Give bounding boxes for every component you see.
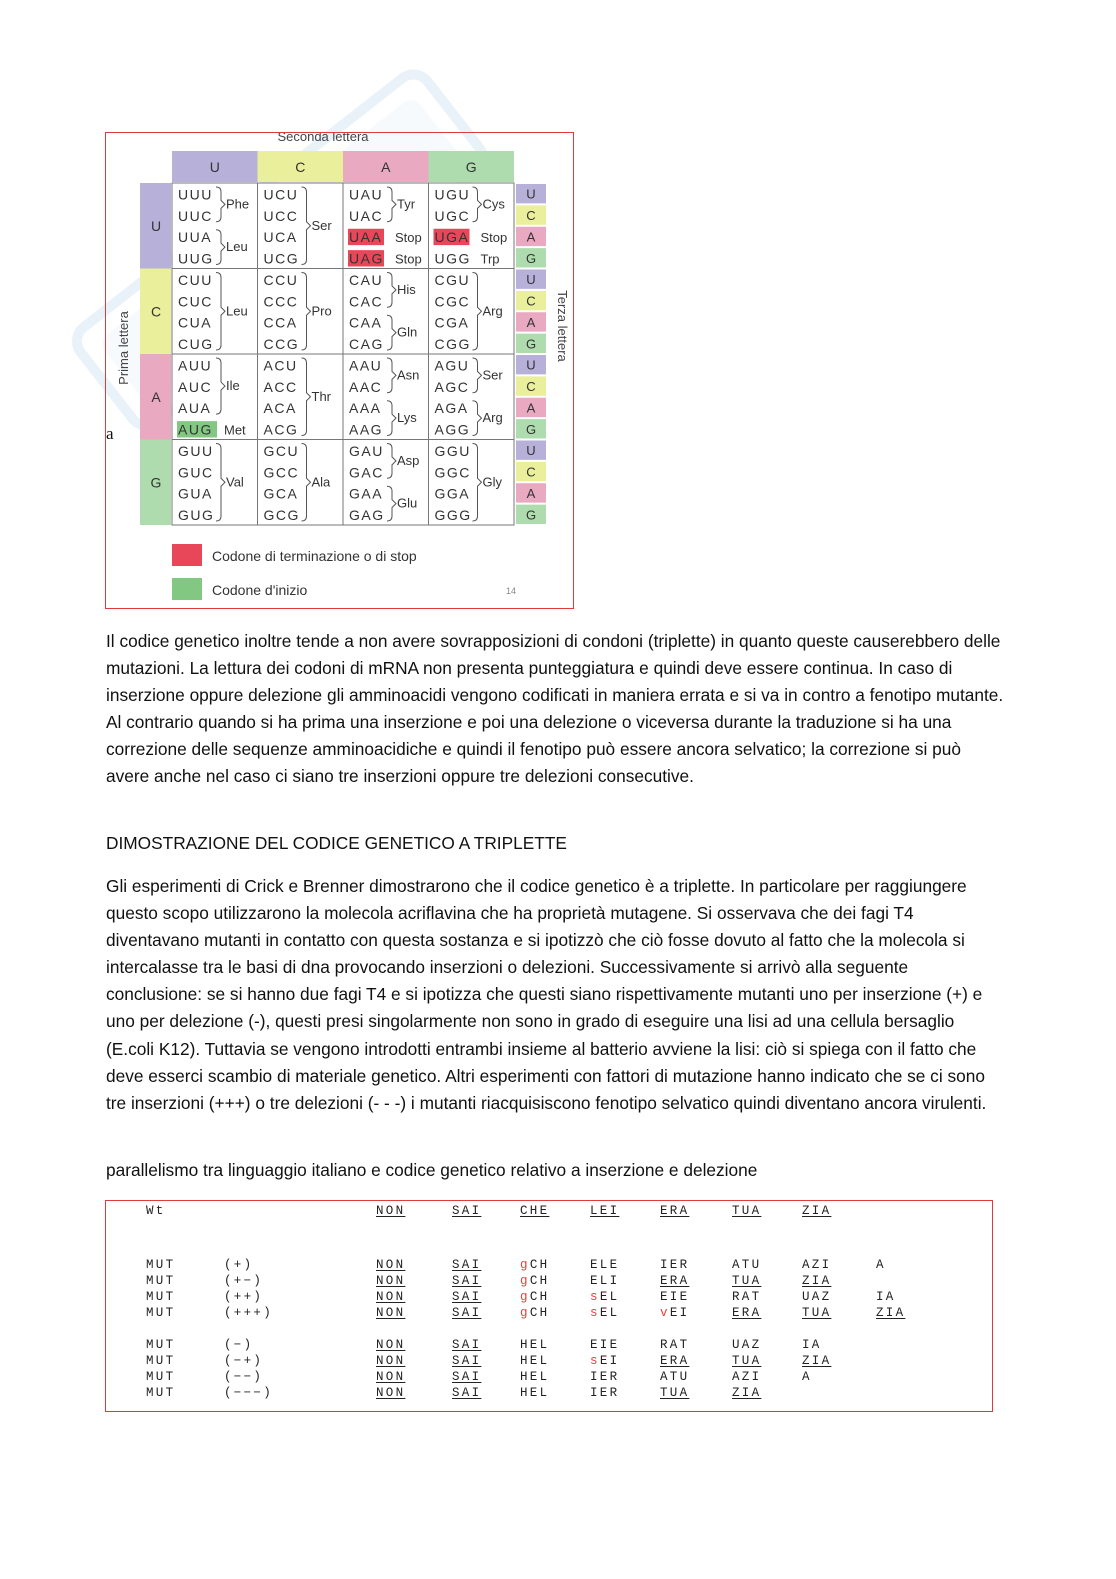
sequence-word: NON [376,1338,406,1352]
mutant-row [106,1290,992,1306]
amino-acid-label: Ser [311,217,332,233]
codon-text: GAC [349,464,384,481]
mutation-code: (++) [224,1290,264,1304]
codon-text: GCC [263,464,300,481]
codon-text: AAU [349,357,383,374]
codon-text: GGG [434,507,472,523]
codon-text: AAC [349,378,383,395]
amino-acid-label: Gln [397,324,418,340]
inserted-letter: g [520,1290,530,1304]
sequence-word: vEI [660,1306,690,1320]
sequence-word: ERA [660,1354,690,1368]
left-base-label: U [150,217,162,234]
codon-text: AUU [178,357,213,374]
codon-text: GAU [349,442,384,459]
top-header-label: Seconda lettera [277,133,369,144]
sequence-word: SAI [452,1338,482,1352]
codon-text: CGC [434,293,471,310]
top-base-label: G [465,159,477,175]
right-base-label: G [525,507,537,523]
row-label: MUT [146,1258,176,1272]
amino-acid-label: Ile [226,378,240,394]
codon-text: UGU [434,186,471,203]
mutant-row [106,1274,992,1290]
codon-text: AAA [349,400,382,417]
mutant-row [106,1306,992,1322]
right-base-label: U [526,443,536,459]
sequence-word: TUA [660,1386,690,1400]
mutant-row [106,1338,992,1354]
codon-text: GCU [263,442,300,459]
left-base-label: C [150,303,162,320]
top-base-label: A [381,159,391,175]
codon-text: CUG [178,336,214,352]
mutant-row [106,1386,992,1402]
mutation-code: (+) [224,1258,254,1272]
codon-text: GUG [178,507,215,523]
sequence-word: TUA [732,1204,762,1218]
right-base-label: C [526,293,536,309]
sequence-word: HEL [520,1338,550,1352]
right-base-label: A [526,400,536,416]
sequence-word: SAI [452,1204,482,1218]
codon-text: UUA [178,229,213,246]
codon-text: CCC [263,293,299,310]
codon-text: UUC [178,207,213,224]
row-label: Wt [146,1204,166,1218]
mutation-parallel-table [105,1200,993,1412]
codon-text: ACA [263,400,297,417]
paragraph-parallel: parallelismo tra linguaggio italiano e codice genetico relativo a inserzione e delezione [106,1160,758,1180]
inserted-letter: v [660,1306,670,1320]
codon-text: CCA [263,314,298,331]
right-base-label: C [526,208,536,224]
sequence-word: SAI [452,1290,482,1304]
paragraph-overlap: Il codice genetico inoltre tende a non avere sovrapposizioni di condoni (triplette) in quanto queste causerebbero delle mutazioni. La lettura dei codoni di mRNA non presenta punteggiatura e quindi deve essere continua. In caso di inserzione oppure delezione gli amminoacidi vengono codificati in maniera errata e si va in contro a fenotipo mutante. Al contrario quando si ha prima una inserzione e poi una delezione o viceversa durante la traduzione si ha una correzione delle sequenze amminoacidiche e quindi il fenotipo può essere ancora selvatico; la correzione si può avere anche nel caso ci siano tre inserzioni oppure tre delezioni consecutive. [106,631,1004,787]
sequence-word: gCH [520,1258,550,1272]
sequence-word: NON [376,1306,406,1320]
codon-text: UAC [349,207,384,224]
sequence-word: NON [376,1370,406,1384]
codon-text: GUC [178,464,214,481]
sequence-word: sEL [590,1306,620,1320]
codon-text: AUC [178,378,213,395]
amino-acid-label: His [397,281,416,297]
amino-acid-label: Thr [311,388,331,404]
sequence-word: HEL [520,1386,550,1400]
codon-text: CAG [349,336,384,352]
amino-acid-label: Stop [395,251,422,267]
top-base-label: U [209,159,220,175]
sequence-word: SAI [452,1386,482,1400]
codon-text: GCG [263,507,300,523]
sequence-word: SAI [452,1258,482,1272]
amino-acid-label: Tyr [397,196,416,212]
sequence-word: ELE [590,1258,620,1272]
amino-acid-label: Met [224,422,246,438]
inserted-letter: s [590,1290,600,1304]
sequence-word: ATU [660,1370,690,1384]
amino-acid-label: Gly [482,474,502,490]
sequence-word: HEL [520,1370,550,1384]
left-header-label: Prima lettera [116,311,131,385]
paragraph-crick-brenner: Gli esperimenti di Crick e Brenner dimostrarono che il codice genetico è a triplette. In particolare per raggiungere questo scopo utilizzarono la molecola acriflavina che ha proprietà mutagene. Si osservava che dei fagi T4 diventavano mutanti in contatto con questa sostanza e si ipotizzò che ciò fosse dovuto al fatto che la molecola si intercalasse tra le basi di dna provocando inserzioni o delezioni. Successivamente si arrivò alla seguente conclusione: se si hanno due fagi T4 e si ipotizza che questi siano rispettivamente mutanti uno per inserzione (+) e uno per delezione (-), questi presi singolarmente non sono in grado di eseguire una lisi ad una cellula bersaglio (E.coli K12). Tuttavia se vengono introdotti entrambi insieme al batterio avviene la lisi: ciò si spiega con il fatto che deve esserci scambio di materiale genetico. Altri esperimenti con fattori di mutazione hanno indicato che se ci sono tre inserzioni (+++) o tre delezioni (- - -) i mutanti riacquisiscono fenotipo selvatico quindi diventano ancora virulenti. [106,876,987,1113]
sequence-word: LEI [590,1204,620,1218]
codon-text: UGA [434,229,470,246]
mutation-code: (−) [224,1338,254,1352]
sequence-word: HEL [520,1354,550,1368]
top-base-label: C [295,159,306,175]
sequence-word: ELI [590,1274,620,1288]
codon-text: CAC [349,293,384,310]
right-base-label: A [526,485,536,501]
amino-acid-label: Val [226,474,244,490]
right-base-label: G [525,421,537,437]
right-header-label: Terza lettera [555,290,570,362]
sequence-word: ZIA [802,1204,832,1218]
codon-text: AGG [434,421,471,438]
right-base-label: U [526,272,536,288]
sequence-word: CHE [520,1204,550,1218]
wild-type-row [106,1204,992,1220]
codon-text: GUA [178,485,213,502]
amino-acid-label: Trp [480,251,500,267]
codon-text: CCG [263,336,300,352]
codon-text: CCU [263,271,299,288]
right-base-label: C [526,464,536,480]
row-label: MUT [146,1354,176,1368]
codon-text: UUU [178,186,213,203]
inserted-letter: g [520,1274,530,1288]
right-base-label: A [526,314,536,330]
left-base-label: A [151,388,161,405]
sequence-word: IER [590,1386,620,1400]
codon-text: CUU [178,271,213,288]
sequence-word: sEL [590,1290,620,1304]
right-base-label: G [525,336,537,352]
mutation-code: (+−) [224,1274,264,1288]
codon-text: UAG [349,250,384,267]
sequence-word: ZIA [802,1274,832,1288]
amino-acid-label: Leu [226,303,248,319]
right-base-label: G [525,250,537,266]
codon-text: CAA [349,314,383,331]
right-base-label: A [526,229,536,245]
sequence-word: sEI [590,1354,620,1368]
mutant-row [106,1370,992,1386]
codon-text: ACC [263,378,298,395]
codon-text: AUG [178,421,213,438]
sequence-word: ERA [732,1306,762,1320]
amino-acid-label: Cys [482,196,505,212]
codon-text: UCA [263,229,298,246]
mutant-row [106,1258,992,1274]
legend-stop-label: Codone di terminazione o di stop [212,548,417,564]
sequence-word: SAI [452,1306,482,1320]
sequence-word: ATU [732,1258,762,1272]
sequence-word: NON [376,1258,406,1272]
codon-text: CUA [178,314,213,331]
codon-text: ACG [263,421,299,438]
amino-acid-label: Ser [482,367,503,383]
codon-text: GCA [263,485,299,502]
codon-text: AUA [178,400,212,417]
sequence-word: UAZ [802,1290,832,1304]
genetic-code-figure [105,132,574,609]
codon-text: CUC [178,293,213,310]
sequence-word: IER [660,1258,690,1272]
genetic-code-table [106,133,574,609]
sequence-word: NON [376,1290,406,1304]
mutant-row [106,1354,992,1370]
amino-acid-label: Pro [311,303,332,319]
sequence-word: RAT [660,1338,690,1352]
legend-start-swatch [172,578,202,600]
sequence-word: A [876,1258,886,1272]
sequence-word: EIE [590,1338,620,1352]
stray-letter: a [106,424,114,443]
amino-acid-label: Asp [397,452,420,468]
sequence-word: RAT [732,1290,762,1304]
codon-text: AAG [349,421,384,438]
sequence-word: EIE [660,1290,690,1304]
amino-acid-label: Arg [482,410,503,426]
sequence-word: NON [376,1386,406,1400]
sequence-word: gCH [520,1306,550,1320]
legend-stop-swatch [172,544,202,566]
codon-text: GGA [434,485,471,502]
sequence-word: SAI [452,1370,482,1384]
sequence-word: gCH [520,1274,550,1288]
row-label: MUT [146,1306,176,1320]
row-label: MUT [146,1290,176,1304]
amino-acid-label: Phe [226,196,250,212]
left-base-label: G [150,474,162,491]
codon-text: UCU [263,186,299,203]
amino-acid-label: Arg [482,303,503,319]
codon-text: GGC [434,464,471,481]
sequence-word: ZIA [876,1306,906,1320]
sequence-word: SAI [452,1354,482,1368]
codon-text: AGU [434,357,470,374]
amino-acid-label: Lys [397,410,417,426]
sequence-word: IA [802,1338,822,1352]
row-label: MUT [146,1338,176,1352]
sequence-word: AZI [732,1370,762,1384]
row-label: MUT [146,1274,176,1288]
mutation-code: (−−) [224,1370,264,1384]
codon-text: CGA [434,314,470,331]
figure-page-number: 14 [506,586,517,596]
amino-acid-label: Stop [395,230,422,246]
mutation-code: (−+) [224,1354,264,1368]
sequence-word: NON [376,1354,406,1368]
codon-text: UUG [178,250,214,267]
sequence-word: A [802,1370,812,1384]
inserted-letter: s [590,1306,600,1320]
codon-text: GUU [178,442,214,459]
sequence-word: IER [590,1370,620,1384]
sequence-word: TUA [802,1306,832,1320]
codon-text: CGU [434,271,471,288]
codon-text: GGU [434,442,471,459]
codon-text: UCG [263,250,300,267]
sequence-word: NON [376,1274,406,1288]
amino-acid-label: Leu [226,239,248,255]
codon-text: CAU [349,271,384,288]
sequence-word: gCH [520,1290,550,1304]
right-base-label: U [526,186,536,202]
sequence-word: UAZ [732,1338,762,1352]
legend-start-label: Codone d'inizio [212,582,308,598]
sequence-word: NON [376,1204,406,1218]
inserted-letter: g [520,1258,530,1272]
codon-text: ACU [263,357,298,374]
sequence-word: ERA [660,1204,690,1218]
codon-text: GAG [349,507,385,523]
mutation-code: (+++) [224,1306,274,1320]
inserted-letter: s [590,1354,600,1368]
codon-text: AGC [434,378,470,395]
sequence-word: IA [876,1290,896,1304]
right-base-label: C [526,379,536,395]
sequence-word: ZIA [732,1386,762,1400]
codon-text: AGA [434,400,469,417]
amino-acid-label: Glu [397,495,418,511]
sequence-word: ZIA [802,1354,832,1368]
codon-text: CGG [434,336,471,352]
section-heading: DIMOSTRAZIONE DEL CODICE GENETICO A TRIPLETTE [106,833,567,853]
sequence-word: ERA [660,1274,690,1288]
codon-text: UGG [434,250,471,267]
codon-text: UGC [434,207,471,224]
amino-acid-label: Ala [311,474,331,490]
amino-acid-label: Asn [397,367,420,383]
right-base-label: U [526,357,536,373]
codon-text: UAU [349,186,384,203]
row-label: MUT [146,1386,176,1400]
inserted-letter: g [520,1306,530,1320]
mutation-code: (−−−) [224,1386,274,1400]
row-label: MUT [146,1370,176,1384]
codon-text: UAA [349,229,383,246]
sequence-word: TUA [732,1274,762,1288]
sequence-word: AZI [802,1258,832,1272]
sequence-word: SAI [452,1274,482,1288]
codon-text: GAA [349,485,384,502]
sequence-word: TUA [732,1354,762,1368]
amino-acid-label: Stop [480,230,508,246]
codon-text: UCC [263,207,299,224]
